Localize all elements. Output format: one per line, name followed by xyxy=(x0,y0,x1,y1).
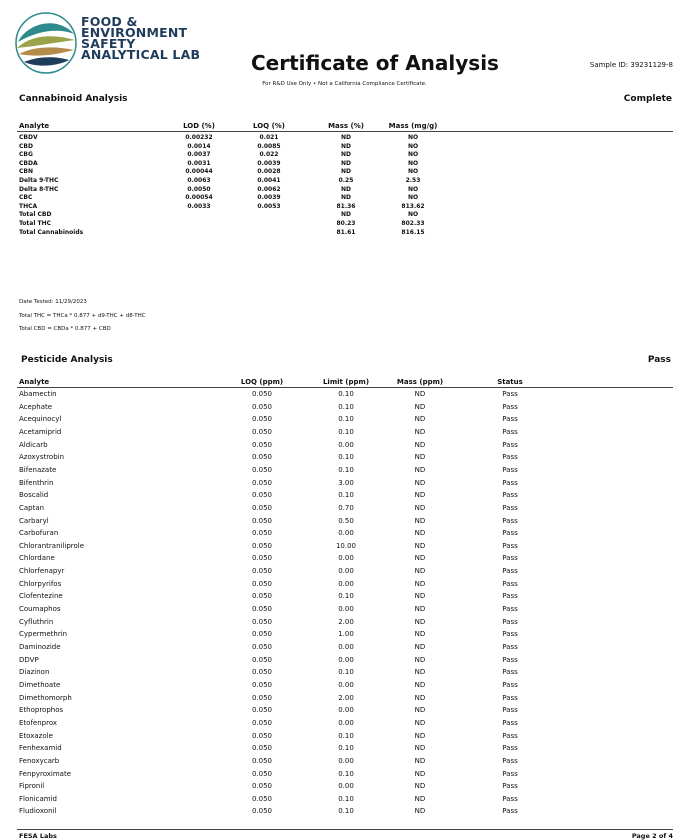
table-cell: 0.050 xyxy=(251,731,273,740)
table-cell: ND xyxy=(414,592,426,601)
col-header-mass-ppm: Mass (ppm) xyxy=(396,378,444,386)
table-cell: 0.050 xyxy=(251,680,273,689)
table-cell: 0.050 xyxy=(251,415,273,424)
col-header-analyte: Analyte xyxy=(19,122,50,130)
table-cell: Cypermethrin xyxy=(19,630,68,639)
table-cell: ND xyxy=(414,605,426,614)
table-cell: 0.050 xyxy=(251,782,273,791)
col-header-limit: Limit (ppm) xyxy=(322,378,370,386)
table-cell: ND xyxy=(414,503,426,512)
table-cell: ND xyxy=(414,478,426,487)
table-cell: Pass xyxy=(502,769,518,778)
table-cell: Aldicarb xyxy=(19,440,48,449)
table-cell: 0.050 xyxy=(251,465,273,474)
col-header-analyte: Analyte xyxy=(19,378,50,386)
table-row xyxy=(0,451,689,464)
table-cell: 0.10 xyxy=(338,415,354,424)
table-cell: Pass xyxy=(502,491,518,500)
table-cell: Pass xyxy=(502,402,518,411)
table-cell: 0.00232 xyxy=(185,134,213,141)
table-cell: Pass xyxy=(502,554,518,563)
table-row xyxy=(0,768,689,781)
table-cell: ND xyxy=(414,807,426,816)
table-cell: 0.00054 xyxy=(185,194,213,202)
table-cell: 813.62 xyxy=(401,202,425,210)
table-cell: Cyfluthrin xyxy=(19,617,54,626)
table-cell: 816.15 xyxy=(401,228,425,236)
table-cell: ND xyxy=(340,168,351,176)
table-cell: 0.0039 xyxy=(257,194,281,202)
table-cell: 0.050 xyxy=(251,794,273,803)
table-row xyxy=(0,489,689,502)
table-cell: 0.050 xyxy=(251,592,273,601)
table-cell: NO xyxy=(407,142,419,150)
table-cell: 0.0053 xyxy=(257,202,281,210)
col-header-status: Status xyxy=(497,378,523,386)
table-cell: 0.050 xyxy=(251,756,273,765)
table-cell: 0.70 xyxy=(338,503,354,512)
table-cell: Captan xyxy=(19,503,45,512)
table-cell: 0.050 xyxy=(251,554,273,563)
logo-line: FOOD & xyxy=(81,14,138,29)
table-cell: ND xyxy=(414,390,426,398)
sample-id: Sample ID: 39231129-8 xyxy=(589,61,673,69)
table-cell: 0.00 xyxy=(338,680,354,689)
table-cell: ND xyxy=(414,693,426,702)
table-row xyxy=(0,143,689,151)
table-cell: 0.050 xyxy=(251,491,273,500)
table-cell: 0.050 xyxy=(251,567,273,576)
table-cell: ND xyxy=(414,453,426,462)
table-row xyxy=(0,717,689,730)
table-cell: 0.00 xyxy=(338,782,354,791)
table-cell: Dimethoate xyxy=(19,680,61,689)
table-cell: Pass xyxy=(502,427,518,436)
table-cell: ND xyxy=(414,744,426,753)
table-cell: Pass xyxy=(502,718,518,727)
table-cell: Pass xyxy=(502,415,518,424)
table-cell: ND xyxy=(414,554,426,563)
table-cell: ND xyxy=(414,718,426,727)
table-row xyxy=(0,628,689,641)
table-cell: ND xyxy=(414,643,426,651)
table-cell: 2.00 xyxy=(338,617,354,626)
col-header-mass-pct: Mass (%) xyxy=(328,122,364,130)
cannabinoid-section-title: Cannabinoid Analysis xyxy=(19,94,128,104)
table-cell: Pass xyxy=(502,668,518,677)
table-row xyxy=(0,160,689,168)
table-cell: CBN xyxy=(19,168,33,176)
table-row xyxy=(0,220,689,228)
table-cell: Fipronil xyxy=(19,782,45,791)
table-cell: 81.61 xyxy=(336,228,356,236)
table-row xyxy=(0,742,689,755)
table-cell: 0.10 xyxy=(338,592,354,601)
table-cell: Pass xyxy=(502,706,518,715)
table-cell: 0.10 xyxy=(338,731,354,740)
table-cell: Pass xyxy=(502,643,518,651)
table-cell: 0.10 xyxy=(338,794,354,803)
table-cell: ND xyxy=(340,185,351,193)
table-cell: Bifenthrin xyxy=(19,478,54,487)
table-cell: 1.00 xyxy=(338,630,354,639)
table-cell: Pass xyxy=(502,529,518,538)
table-row xyxy=(0,730,689,743)
table-cell: Pass xyxy=(502,390,518,398)
table-cell: NO xyxy=(407,159,419,167)
table-cell: 0.050 xyxy=(251,668,273,677)
table-cell: Chlorfenapyr xyxy=(19,567,65,576)
table-row xyxy=(0,552,689,565)
table-row xyxy=(0,439,689,452)
table-cell: THCA xyxy=(19,202,38,210)
table-cell: Carbofuran xyxy=(19,529,59,538)
table-cell: 0.0041 xyxy=(257,177,281,184)
table-cell: Pass xyxy=(502,655,518,664)
table-row xyxy=(0,527,689,540)
table-cell: Pass xyxy=(502,744,518,753)
table-row xyxy=(0,616,689,629)
footer-lab-name: FESA Labs xyxy=(19,832,57,840)
table-cell: 0.050 xyxy=(251,630,273,639)
table-cell: Etoxazole xyxy=(19,731,53,740)
page-title: Certificate of Analysis xyxy=(251,51,499,75)
logo-line: ENVIRONMENT xyxy=(81,25,188,40)
table-cell: ND xyxy=(414,491,426,500)
table-cell: 0.10 xyxy=(338,668,354,677)
cannabinoid-status: Complete xyxy=(623,94,672,104)
table-row xyxy=(0,578,689,591)
table-cell: 802.33 xyxy=(401,220,425,227)
table-cell: 0.050 xyxy=(251,769,273,778)
table-cell: Pass xyxy=(502,794,518,803)
table-row xyxy=(0,654,689,667)
table-cell: Carbaryl xyxy=(19,516,49,525)
table-row xyxy=(0,540,689,553)
table-cell: Pass xyxy=(502,756,518,765)
table-row xyxy=(0,603,689,616)
table-cell: 0.050 xyxy=(251,655,273,664)
table-cell: 0.050 xyxy=(251,643,273,651)
table-cell: 0.050 xyxy=(251,693,273,702)
table-cell: 0.10 xyxy=(338,427,354,436)
table-cell: NO xyxy=(407,185,419,193)
table-cell: Fenoxycarb xyxy=(19,756,60,765)
table-cell: ND xyxy=(414,516,426,525)
table-cell: 0.0063 xyxy=(187,177,211,184)
table-cell: Bifenazate xyxy=(19,465,57,474)
table-cell: Pass xyxy=(502,592,518,601)
table-row xyxy=(0,805,689,818)
table-cell: ND xyxy=(414,465,426,474)
table-cell: 0.50 xyxy=(338,516,354,525)
table-cell: ND xyxy=(414,706,426,715)
table-cell: ND xyxy=(414,541,426,550)
table-cell: 0.022 xyxy=(259,151,279,159)
table-cell: ND xyxy=(414,655,426,664)
table-cell: NO xyxy=(407,134,419,141)
table-row xyxy=(0,401,689,414)
table-cell: 0.10 xyxy=(338,744,354,753)
table-cell: ND xyxy=(414,680,426,689)
table-cell: ND xyxy=(340,151,351,159)
table-row xyxy=(0,413,689,426)
table-cell: ND xyxy=(414,440,426,449)
table-cell: 0.00 xyxy=(338,706,354,715)
table-cell: Pass xyxy=(502,617,518,626)
table-row xyxy=(0,203,689,211)
table-cell: 0.0014 xyxy=(187,142,211,150)
table-cell: ND xyxy=(414,668,426,677)
table-cell: 0.050 xyxy=(251,427,273,436)
table-cell: 0.050 xyxy=(251,402,273,411)
table-row xyxy=(0,194,689,202)
table-cell: ND xyxy=(414,731,426,740)
table-cell: 81.36 xyxy=(336,202,356,210)
table-cell: 2.00 xyxy=(338,693,354,702)
table-cell: 0.050 xyxy=(251,579,273,588)
table-row xyxy=(0,426,689,439)
table-cell: ND xyxy=(414,579,426,588)
table-cell: 0.00 xyxy=(338,440,354,449)
table-row xyxy=(0,565,689,578)
table-cell: Boscalid xyxy=(19,491,49,500)
table-cell: 0.00 xyxy=(338,567,354,576)
table-cell: NO xyxy=(407,211,419,219)
table-cell: ND xyxy=(414,617,426,626)
table-cell: 0.00 xyxy=(338,643,354,651)
table-cell: ND xyxy=(340,211,351,219)
table-cell: 0.050 xyxy=(251,529,273,538)
table-cell: Pass xyxy=(502,541,518,550)
table-cell: CBDV xyxy=(19,134,38,141)
table-cell: 0.10 xyxy=(338,453,354,462)
table-cell: 0.00 xyxy=(338,756,354,765)
table-cell: Pass xyxy=(502,465,518,474)
table-cell: 0.00044 xyxy=(185,168,213,176)
footer-divider xyxy=(17,829,673,830)
pesticide-status: Pass xyxy=(647,355,671,365)
table-cell: Diazinon xyxy=(19,668,50,677)
table-cell: ND xyxy=(340,142,351,150)
table-cell: Pass xyxy=(502,516,518,525)
table-cell: Fenpyroximate xyxy=(19,769,72,778)
table-cell: Ethoprophos xyxy=(19,706,64,715)
table-row xyxy=(0,186,689,194)
table-cell: Pass xyxy=(502,782,518,791)
table-cell: NO xyxy=(407,168,419,176)
table-cell: 0.0039 xyxy=(257,159,281,167)
table-cell: 0.050 xyxy=(251,503,273,512)
table-row xyxy=(0,515,689,528)
table-cell: ND xyxy=(414,769,426,778)
formula-total-cbd: Total CBD = CBDa * 0.877 + CBD xyxy=(19,326,111,332)
table-row xyxy=(0,780,689,793)
compliance-note: For R&D Use Only • Not a California Compliance Certificate. xyxy=(262,81,427,87)
table-cell: NO xyxy=(407,151,419,159)
table-cell: 0.10 xyxy=(338,769,354,778)
table-cell: ND xyxy=(414,427,426,436)
table-cell: Pass xyxy=(502,605,518,614)
table-row xyxy=(0,641,689,654)
table-cell: 0.0028 xyxy=(257,168,281,176)
table-cell: ND xyxy=(414,529,426,538)
table-cell: Pass xyxy=(502,440,518,449)
table-row xyxy=(0,590,689,603)
table-cell: 0.25 xyxy=(338,177,354,184)
logo-line: ANALYTICAL LAB xyxy=(81,47,201,62)
table-cell: 0.050 xyxy=(251,478,273,487)
table-row xyxy=(0,704,689,717)
col-header-loq: LOQ (%) xyxy=(253,122,285,130)
table-row xyxy=(0,211,689,219)
table-cell: Pass xyxy=(502,579,518,588)
table-cell: 0.10 xyxy=(338,402,354,411)
table-cell: ND xyxy=(340,159,351,167)
table-cell: 0.050 xyxy=(251,516,273,525)
table-cell: ND xyxy=(414,782,426,791)
table-row xyxy=(0,666,689,679)
table-cell: 0.050 xyxy=(251,605,273,614)
table-cell: Acetamiprid xyxy=(19,427,62,436)
logo-line: SAFETY xyxy=(81,36,136,51)
table-cell: ND xyxy=(414,402,426,411)
table-cell: Pass xyxy=(502,453,518,462)
table-cell: ND xyxy=(414,567,426,576)
table-cell: Pass xyxy=(502,693,518,702)
table-cell: Pass xyxy=(502,630,518,639)
table-cell: Delta 9-THC xyxy=(19,177,59,184)
table-cell: 0.050 xyxy=(251,541,273,550)
table-cell: CBC xyxy=(19,194,33,202)
table-row xyxy=(0,168,689,176)
table-cell: CBDA xyxy=(19,159,38,167)
table-cell: Chlorpyrifos xyxy=(19,579,62,588)
table-cell: 80.23 xyxy=(336,220,356,227)
table-cell: 0.050 xyxy=(251,718,273,727)
table-cell: Acequinocyl xyxy=(19,415,62,424)
col-header-loq-ppm: LOQ (ppm) xyxy=(240,378,284,386)
table-cell: Dimethomorph xyxy=(19,693,72,702)
table-cell: Pass xyxy=(502,731,518,740)
table-cell: 3.00 xyxy=(338,478,354,487)
table-cell: CBG xyxy=(19,151,33,159)
table-row xyxy=(0,134,689,142)
table-cell: Pass xyxy=(502,503,518,512)
table-cell: Fludioxonil xyxy=(19,807,57,816)
table-row xyxy=(0,755,689,768)
footer-page-number: Page 2 of 4 xyxy=(631,832,673,840)
table-cell: Total CBD xyxy=(19,211,52,219)
table-cell: 10.00 xyxy=(335,541,357,550)
header-divider xyxy=(17,131,673,132)
table-row xyxy=(0,388,689,401)
table-cell: ND xyxy=(414,756,426,765)
table-cell: 0.10 xyxy=(338,807,354,816)
table-row xyxy=(0,502,689,515)
table-cell: 0.00 xyxy=(338,655,354,664)
table-row xyxy=(0,793,689,806)
table-cell: Abamectin xyxy=(19,390,57,398)
table-cell: Azoxystrobin xyxy=(19,453,65,462)
table-cell: 0.050 xyxy=(251,440,273,449)
table-row xyxy=(0,229,689,237)
table-cell: 0.050 xyxy=(251,744,273,753)
table-row xyxy=(0,177,689,185)
table-cell: CBD xyxy=(19,142,33,150)
table-cell: Etofenprox xyxy=(19,718,58,727)
table-cell: 0.050 xyxy=(251,453,273,462)
table-cell: 0.050 xyxy=(251,807,273,816)
date-tested: Date Tested: 11/29/2023 xyxy=(19,299,87,305)
table-cell: 0.00 xyxy=(338,605,354,614)
table-cell: ND xyxy=(414,794,426,803)
table-cell: Pass xyxy=(502,567,518,576)
table-cell: 0.00 xyxy=(338,579,354,588)
table-cell: 0.0033 xyxy=(187,202,211,210)
table-cell: Total THC xyxy=(19,220,51,227)
table-cell: 0.0062 xyxy=(257,185,281,193)
table-cell: 0.021 xyxy=(259,134,279,141)
logo-emblem-icon xyxy=(14,12,78,74)
table-cell: Pass xyxy=(502,478,518,487)
table-row xyxy=(0,679,689,692)
table-cell: Chlorantraniliprole xyxy=(19,541,85,550)
table-cell: Pass xyxy=(502,680,518,689)
table-cell: NO xyxy=(407,194,419,202)
table-cell: 0.10 xyxy=(338,491,354,500)
table-cell: 0.10 xyxy=(338,390,354,398)
table-cell: Flonicamid xyxy=(19,794,57,803)
table-cell: 0.00 xyxy=(338,718,354,727)
table-cell: Pass xyxy=(502,807,518,816)
table-cell: 0.0037 xyxy=(187,151,211,159)
table-row xyxy=(0,151,689,159)
col-header-mass-mgg: Mass (mg/g) xyxy=(388,122,438,130)
col-header-lod: LOD (%) xyxy=(183,122,215,130)
table-cell: ND xyxy=(340,134,351,141)
table-row xyxy=(0,692,689,705)
pesticide-section-title: Pesticide Analysis xyxy=(21,355,113,365)
table-cell: DDVP xyxy=(19,655,39,664)
table-cell: Total Cannabinoids xyxy=(19,228,84,236)
table-cell: 0.050 xyxy=(251,706,273,715)
table-row xyxy=(0,477,689,490)
table-cell: Fenhexamid xyxy=(19,744,62,753)
table-cell: Coumaphos xyxy=(19,605,61,614)
table-cell: Daminozide xyxy=(19,643,61,651)
table-cell: 0.0050 xyxy=(187,185,211,193)
table-cell: Delta 8-THC xyxy=(19,185,59,193)
table-cell: 2.53 xyxy=(405,177,421,184)
formula-total-thc: Total THC = THCa * 0.877 + d9-THC + d8-THC xyxy=(19,313,146,319)
table-row xyxy=(0,464,689,477)
table-cell: Acephate xyxy=(19,402,53,411)
table-cell: 0.0085 xyxy=(257,142,281,150)
table-cell: 0.00 xyxy=(338,554,354,563)
table-cell: 0.0031 xyxy=(187,159,211,167)
table-cell: ND xyxy=(340,194,351,202)
table-cell: 0.10 xyxy=(338,465,354,474)
table-cell: 0.050 xyxy=(251,390,273,398)
table-cell: ND xyxy=(414,630,426,639)
table-cell: 0.00 xyxy=(338,529,354,538)
table-cell: ND xyxy=(414,415,426,424)
table-cell: 0.050 xyxy=(251,617,273,626)
table-cell: Chlordane xyxy=(19,554,55,563)
table-cell: Clofentezine xyxy=(19,592,63,601)
